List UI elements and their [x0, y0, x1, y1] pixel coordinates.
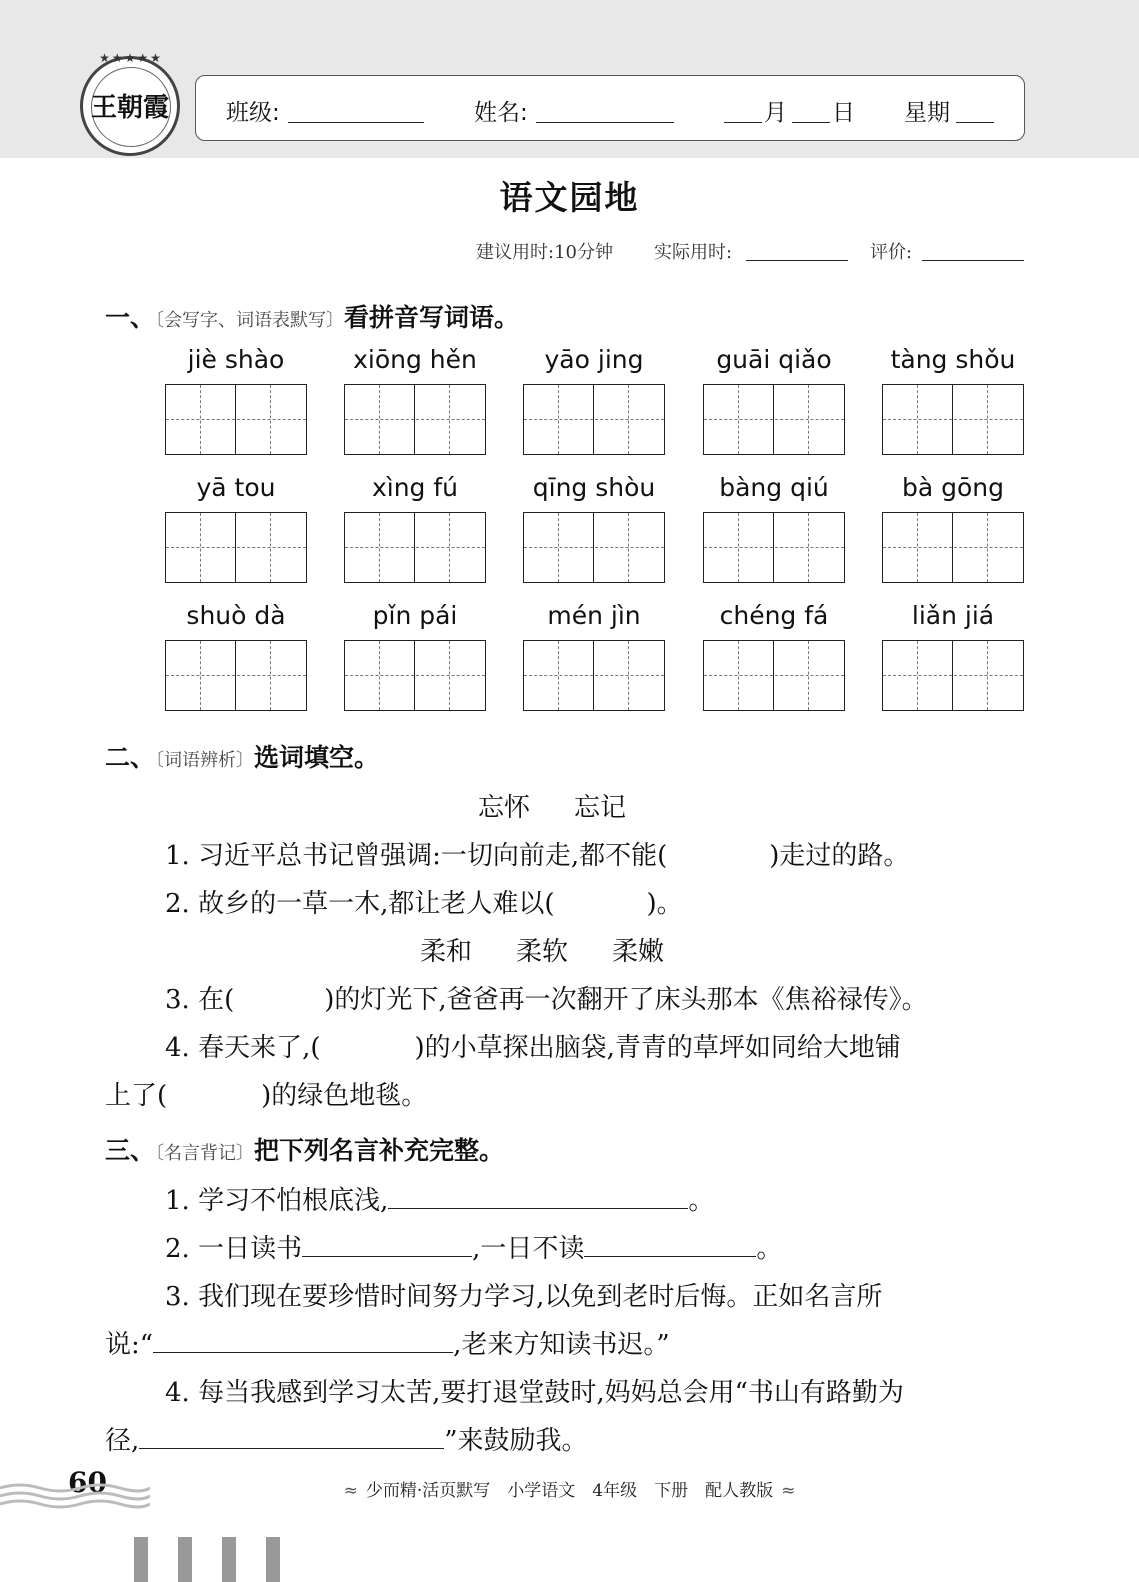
section2-number: 二、 — [105, 743, 156, 772]
question-3-2 — [165, 1228, 782, 1265]
writing-grid[interactable] — [523, 384, 665, 455]
rating-field[interactable] — [922, 260, 1024, 261]
writing-grid[interactable] — [344, 640, 486, 711]
wave-icon: ≈ — [781, 1481, 796, 1501]
question-text: 径, — [105, 1426, 140, 1456]
actual-time-field[interactable] — [746, 260, 848, 261]
suggested-time: 建议用时:10分钟 — [476, 242, 613, 263]
day-label: 日 — [832, 100, 855, 126]
writing-grid[interactable] — [703, 640, 845, 711]
question-text: 。 — [756, 1234, 783, 1264]
choice-word: 柔软 — [516, 937, 569, 967]
answer-blank[interactable] — [302, 1232, 472, 1257]
section1-number: 一、 — [105, 303, 156, 332]
pinyin-label: xiōng hěn — [353, 345, 477, 374]
section3-instruction: 把下列名言补充完整。 — [254, 1136, 505, 1165]
question-text: 2. 一日读书 — [165, 1234, 303, 1264]
answer-blank[interactable] — [139, 1424, 444, 1449]
wave-icon: ≈ — [343, 1481, 358, 1501]
question-text: 。 — [688, 1186, 715, 1216]
choice-word: 柔和 — [420, 937, 473, 967]
writing-grid[interactable] — [344, 512, 486, 583]
writing-grid[interactable] — [703, 512, 845, 583]
question-text: )。 — [646, 889, 683, 919]
pinyin-label: chéng fá — [719, 601, 829, 630]
class-field[interactable] — [288, 122, 424, 123]
question-3-3-continued — [105, 1324, 670, 1361]
edge-bar — [134, 1537, 148, 1582]
pinyin-label: liǎn jiá — [911, 601, 995, 630]
question-text: ,一日不读 — [472, 1234, 585, 1264]
question-text: 说:“ — [105, 1330, 154, 1360]
section1-heading — [105, 298, 519, 334]
month-label: 月 — [764, 100, 787, 126]
answer-blank[interactable] — [388, 1184, 688, 1209]
section1-instruction: 看拼音写词语。 — [344, 303, 520, 332]
pinyin-label: shuò dà — [186, 601, 286, 630]
writing-grid[interactable] — [165, 640, 307, 711]
answer-blank[interactable] — [234, 984, 324, 1008]
question-3-4 — [165, 1372, 904, 1409]
month-field[interactable] — [724, 122, 762, 123]
question-text: 2. 故乡的一草一木,都让老人难以( — [165, 889, 555, 919]
question-3-1 — [165, 1180, 714, 1217]
page-title: 语文园地 — [499, 178, 640, 217]
pinyin-label: yāo jing — [544, 345, 644, 374]
pinyin-label: mén jìn — [547, 601, 641, 630]
question-2-4-continued — [105, 1075, 427, 1112]
word-choices-a — [456, 787, 648, 824]
pinyin-label: guāi qiǎo — [716, 345, 832, 374]
question-text: 1. 学习不怕根底浅, — [165, 1186, 389, 1216]
section2-heading — [105, 738, 379, 774]
question-text: 4. 每当我感到学习太苦,要打退堂鼓时,妈妈总会用“书山有路勤为 — [165, 1378, 904, 1408]
writing-grid[interactable] — [882, 640, 1024, 711]
question-3-3 — [165, 1276, 882, 1313]
pinyin-label: jiè shào — [187, 345, 285, 374]
section3-number: 三、 — [105, 1136, 156, 1165]
question-2-2 — [165, 883, 683, 920]
answer-blank[interactable] — [320, 1032, 414, 1056]
class-label: 班级: — [226, 100, 280, 126]
writing-grid[interactable] — [165, 384, 307, 455]
student-info-box — [195, 75, 1025, 141]
writing-grid[interactable] — [882, 512, 1024, 583]
edge-bar — [266, 1537, 280, 1582]
question-text: )走过的路。 — [769, 841, 910, 871]
question-text: 3. 在( — [165, 985, 235, 1015]
question-2-1 — [165, 835, 909, 872]
question-2-3 — [165, 979, 928, 1016]
logo-text: 王朝霞 — [90, 93, 169, 123]
rating-label: 评价: — [870, 242, 913, 263]
question-3-4-continued — [105, 1420, 588, 1457]
writing-grid[interactable] — [882, 384, 1024, 455]
logo-stars: ★★★★★ — [99, 51, 163, 65]
choice-word: 忘记 — [574, 793, 627, 823]
section1-tag: 〔会写字、词语表默写〕 — [155, 310, 345, 331]
choice-word: 柔嫩 — [612, 937, 665, 967]
day-field[interactable] — [792, 122, 830, 123]
name-label: 姓名: — [474, 100, 528, 126]
answer-blank[interactable] — [584, 1232, 756, 1257]
answer-blank[interactable] — [167, 1080, 261, 1104]
question-text: ”来鼓励我。 — [444, 1426, 588, 1456]
page-number: 60 — [68, 1466, 107, 1499]
writing-grid[interactable] — [165, 512, 307, 583]
question-text: )的绿色地毯。 — [261, 1081, 428, 1111]
brand-logo — [80, 51, 180, 156]
writing-grid[interactable] — [703, 384, 845, 455]
book-title: 少而精·活页默写 小学语文 4年级 下册 配人教版 — [365, 1481, 774, 1501]
pinyin-label: qīng shòu — [532, 473, 656, 502]
question-text: )的小草探出脑袋,青青的草坪如同给大地铺 — [414, 1033, 901, 1063]
pinyin-label: pǐn pái — [372, 601, 458, 630]
answer-blank[interactable] — [153, 1328, 453, 1353]
question-text: )的灯光下,爸爸再一次翻开了床头那本《焦裕禄传》。 — [324, 985, 928, 1015]
weekday-label: 星期 — [904, 100, 950, 126]
question-text: 1. 习近平总书记曾强调:一切向前走,都不能( — [165, 841, 668, 871]
choice-word: 忘怀 — [478, 793, 531, 823]
edge-bar — [222, 1537, 236, 1582]
answer-blank[interactable] — [554, 888, 646, 912]
pinyin-label: tàng shǒu — [890, 345, 1016, 374]
question-2-4 — [165, 1027, 901, 1064]
pinyin-label: xìng fú — [371, 473, 459, 502]
writing-grid[interactable] — [523, 512, 665, 583]
question-text: 4. 春天来了,( — [165, 1033, 321, 1063]
name-field[interactable] — [536, 122, 674, 123]
question-text: 3. 我们现在要珍惜时间努力学习,以免到老时后悔。正如名言所 — [165, 1282, 883, 1312]
writing-grid[interactable] — [523, 640, 665, 711]
footer-text — [0, 1476, 1139, 1501]
section2-instruction: 选词填空。 — [254, 743, 380, 772]
actual-time-label: 实际用时: — [654, 242, 733, 263]
section2-tag: 〔词语辨析〕 — [155, 750, 255, 771]
word-choices-b — [398, 931, 686, 968]
pinyin-label: yā tou — [196, 473, 276, 502]
writing-grid[interactable] — [344, 384, 486, 455]
answer-blank[interactable] — [667, 840, 769, 864]
question-text: ,老来方知读书迟。” — [453, 1330, 670, 1360]
question-text: 上了( — [105, 1081, 168, 1111]
pinyin-label: bà gōng — [901, 473, 1004, 502]
section3-tag: 〔名言背记〕 — [155, 1143, 255, 1164]
section3-heading — [105, 1131, 504, 1167]
edge-bar — [178, 1537, 192, 1582]
pinyin-label: bàng qiú — [719, 473, 829, 502]
weekday-field[interactable] — [956, 122, 994, 123]
